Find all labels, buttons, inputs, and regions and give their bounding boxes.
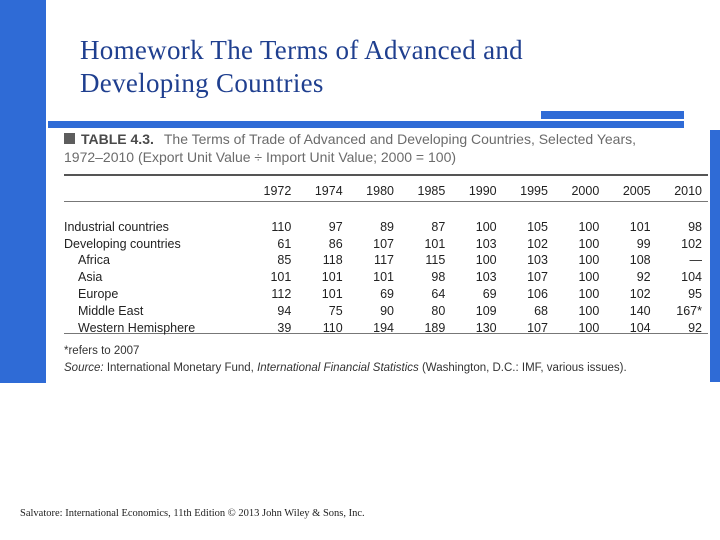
table-cell: 100: [578, 320, 600, 335]
table-top-rule: [64, 174, 708, 176]
table-cell: 98: [688, 219, 702, 234]
row-label: Asia: [78, 270, 103, 285]
table-cell: 109: [475, 303, 497, 318]
table-cell: 104: [629, 320, 651, 335]
year-header: 2005: [622, 184, 651, 198]
table-cell: 100: [578, 253, 600, 268]
slide-footer: Salvatore: International Economics, 11th Edition © 2013 John Wiley & Sons, Inc.: [20, 508, 365, 519]
table-row: [64, 236, 708, 253]
table-cell: 110: [271, 219, 292, 234]
table-number: TABLE 4.3.: [81, 131, 154, 147]
table-cell: 100: [475, 253, 497, 268]
title-divider: [48, 121, 684, 128]
table-cell: 106: [527, 286, 548, 301]
table-cell: 102: [629, 286, 651, 301]
table-footnote: *refers to 2007: [64, 345, 140, 357]
table-cell: 97: [328, 219, 343, 234]
table-cell: 101: [424, 236, 446, 251]
table-cell: 104: [681, 270, 702, 285]
table-cell: 167*: [676, 303, 702, 318]
table-heading: [64, 130, 706, 166]
table-cell: 118: [322, 253, 343, 268]
year-header: 2000: [571, 184, 600, 198]
table-source: [64, 362, 627, 374]
table-header-row: [64, 180, 708, 202]
table-cell: 107: [527, 270, 548, 285]
slide-title-line-2: Developing Countries: [80, 68, 324, 98]
table-cell: 103: [475, 236, 497, 251]
year-header: 1985: [417, 184, 446, 198]
terms-of-trade-table: [64, 180, 708, 336]
table-cell: 101: [270, 270, 292, 285]
source-tail: (Washington, D.C.: IMF, various issues).: [418, 362, 627, 374]
source-label: Source:: [64, 362, 104, 374]
table-cell: 86: [328, 236, 343, 251]
table-cell: 90: [380, 303, 394, 318]
year-header: 1995: [520, 184, 548, 198]
row-label: Western Hemisphere: [78, 320, 196, 335]
row-label: Industrial countries: [64, 219, 169, 234]
table-cell: 64: [431, 286, 446, 301]
table-cell: 117: [374, 253, 394, 268]
table-cell: —: [689, 253, 702, 268]
table-cell: 39: [277, 320, 292, 335]
table-cell: 89: [380, 219, 394, 234]
table-cell: 102: [681, 236, 702, 251]
table-cell: 112: [271, 286, 292, 301]
table-row: [64, 252, 708, 269]
table-cell: 101: [629, 219, 651, 234]
table-cell: 92: [636, 270, 651, 285]
table-cell: 100: [578, 236, 600, 251]
year-header: 1972: [263, 184, 292, 198]
table-cell: 107: [373, 236, 394, 251]
table-cell: 95: [688, 286, 702, 301]
slide-title-line-1: Homework The Terms of Advanced and: [80, 35, 523, 65]
table-cell: 115: [425, 253, 446, 268]
right-accent-bar: [710, 130, 720, 382]
table-cell: 130: [475, 320, 497, 335]
table-cell: 140: [629, 303, 651, 318]
source-text: International Monetary Fund,: [103, 362, 258, 374]
source-title: International Financial Statistics: [257, 362, 419, 374]
table-cell: 107: [527, 320, 548, 335]
table-cell: 87: [431, 219, 446, 234]
year-header: 1990: [468, 184, 497, 198]
left-accent-bar: [0, 0, 46, 383]
table-cell: 101: [321, 286, 343, 301]
table-cell: 101: [373, 270, 394, 285]
row-label: Developing countries: [64, 236, 181, 251]
row-label: Europe: [78, 286, 119, 301]
spacer-row: [64, 202, 708, 219]
table-cell: 110: [322, 320, 343, 335]
table-cell: 100: [578, 270, 600, 285]
table-cell: 68: [534, 303, 548, 318]
row-label: Middle East: [78, 303, 144, 318]
table-row: [64, 219, 708, 236]
table-cell: 100: [578, 286, 600, 301]
table-cell: 100: [578, 219, 600, 234]
table-cell: 103: [527, 253, 548, 268]
table-heading-line-1: The Terms of Trade of Advanced and Developing Countries, Selected Years,: [163, 131, 637, 147]
year-header: 1974: [314, 184, 343, 198]
table-cell: 105: [527, 219, 548, 234]
row-label: Africa: [78, 253, 110, 268]
slide-title: [80, 34, 680, 100]
title-accent-strip: [541, 111, 684, 119]
table-cell: 69: [380, 286, 394, 301]
table-heading-line-2: 1972–2010 (Export Unit Value ÷ Import Unit Value; 2000 = 100): [64, 149, 457, 165]
table-cell: 100: [475, 219, 497, 234]
table-row: [64, 269, 708, 286]
table-cell: 108: [629, 253, 651, 268]
table-cell: 189: [424, 320, 446, 335]
table-row: [64, 320, 708, 337]
table-cell: 75: [328, 303, 343, 318]
table-cell: 194: [373, 320, 394, 335]
table-cell: 85: [277, 253, 292, 268]
table-cell: 101: [321, 270, 343, 285]
table-cell: 99: [636, 236, 651, 251]
year-header: 1980: [366, 184, 394, 198]
table-cell: 103: [475, 270, 497, 285]
table-row: [64, 303, 708, 320]
table-row: [64, 286, 708, 303]
year-header: 2010: [674, 184, 702, 198]
spacer-cell: [64, 202, 708, 219]
row-label-header: [64, 180, 246, 202]
table-cell: 69: [482, 286, 497, 301]
table-cell: 102: [527, 236, 548, 251]
square-bullet-icon: [64, 133, 75, 144]
table-cell: 61: [277, 236, 292, 251]
table-cell: 92: [688, 320, 702, 335]
table-cell: 80: [431, 303, 446, 318]
table-cell: 100: [578, 303, 600, 318]
table-cell: 98: [431, 270, 446, 285]
table-cell: 94: [277, 303, 292, 318]
